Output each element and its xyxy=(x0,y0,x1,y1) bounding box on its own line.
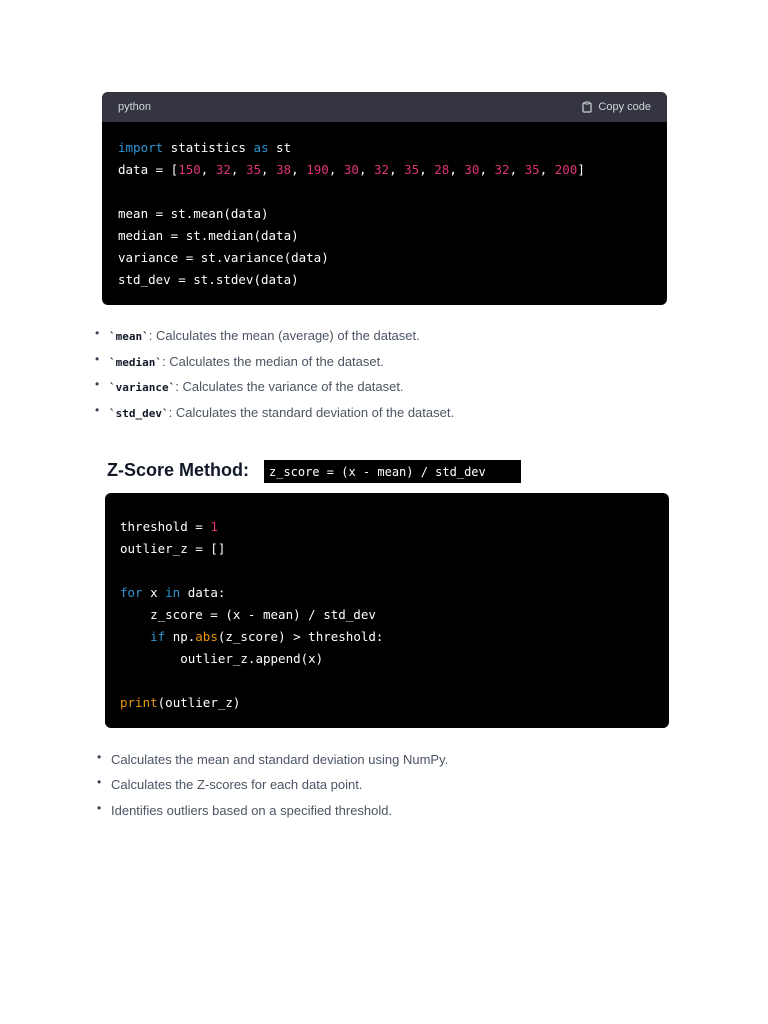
code-token: , xyxy=(539,162,555,177)
code-token: , xyxy=(479,162,495,177)
list-item-text: : Calculates the variance of the dataset. xyxy=(175,379,404,394)
list-item xyxy=(97,775,363,792)
code-token xyxy=(120,629,150,644)
code-token: import xyxy=(118,140,164,155)
code-token: , xyxy=(358,162,374,177)
list-item-text: Calculates the mean and standard deviation using NumPy. xyxy=(111,752,449,767)
code-line xyxy=(120,538,654,560)
code-token: , xyxy=(261,162,277,177)
code-token: 28 xyxy=(434,162,450,177)
code-block-header xyxy=(102,92,667,122)
bullet-marker: • xyxy=(97,775,102,789)
code-line xyxy=(120,604,654,626)
code-token: 32 xyxy=(374,162,390,177)
code-token: , xyxy=(509,162,525,177)
code-token: 200 xyxy=(554,162,578,177)
code-line xyxy=(120,582,654,604)
code-line xyxy=(120,626,654,648)
code-token: 32 xyxy=(215,162,231,177)
code-token: abs xyxy=(195,629,218,644)
code-token: , xyxy=(419,162,435,177)
code-token: data: xyxy=(180,585,226,600)
code-token: 30 xyxy=(464,162,480,177)
code-token: outlier_z.append(x) xyxy=(120,651,324,666)
code-token: print xyxy=(120,695,158,710)
code-token: x xyxy=(142,585,166,600)
code-token: if xyxy=(150,629,166,644)
code-line xyxy=(118,159,651,181)
code-token: statistics xyxy=(163,140,254,155)
code-token: in xyxy=(165,585,181,600)
code-line xyxy=(120,670,654,692)
code-token: outlier_z = [] xyxy=(120,541,226,556)
inline-code: `variance` xyxy=(109,381,176,394)
inline-code: `mean` xyxy=(109,330,149,343)
code-token: , xyxy=(200,162,216,177)
list-item-text: Calculates the Z-scores for each data point. xyxy=(111,777,363,792)
code-token: ] xyxy=(577,162,585,177)
list-item xyxy=(95,377,404,394)
code-token: z_score = (x - mean) / std_dev xyxy=(120,607,376,622)
code-token: 1 xyxy=(210,519,218,534)
bullet-marker: • xyxy=(97,801,102,815)
code-token: 190 xyxy=(306,162,329,177)
code-token: threshold = xyxy=(120,519,211,534)
code-token: 150 xyxy=(178,162,201,177)
code-line xyxy=(118,137,651,159)
list-item xyxy=(95,403,455,420)
code-token: 35 xyxy=(245,162,262,177)
list-item xyxy=(95,326,420,343)
code-token: 30 xyxy=(343,162,359,177)
code-token: (z_score) > threshold: xyxy=(217,629,384,644)
code-language-label: python xyxy=(118,101,152,113)
code-token: , xyxy=(291,162,307,177)
code-content xyxy=(105,493,669,714)
code-block-zscore xyxy=(105,493,669,728)
copy-code-label: Copy code xyxy=(598,101,651,113)
bullet-marker: • xyxy=(95,377,100,391)
code-line xyxy=(120,648,654,670)
code-token: 38 xyxy=(276,162,292,177)
list-item-text: : Calculates the standard deviation of the dataset. xyxy=(168,405,455,420)
list-item xyxy=(97,801,393,818)
inline-code: `median` xyxy=(109,356,162,369)
code-token: 35 xyxy=(404,162,420,177)
bullet-marker: • xyxy=(95,326,100,340)
code-token: , xyxy=(449,162,465,177)
code-line xyxy=(118,269,651,291)
code-token: (outlier_z) xyxy=(157,695,241,710)
bullet-marker: • xyxy=(97,750,102,764)
code-token: np. xyxy=(165,629,196,644)
code-token: , xyxy=(328,162,344,177)
code-line xyxy=(118,203,651,225)
code-token: as xyxy=(253,140,269,155)
bullet-marker: • xyxy=(95,403,100,417)
code-line xyxy=(120,692,654,714)
section-heading: Z-Score Method: xyxy=(107,460,249,480)
code-block-statistics xyxy=(102,92,667,305)
copy-code-button[interactable] xyxy=(581,101,651,113)
list-item xyxy=(95,352,384,369)
code-line xyxy=(120,516,654,538)
code-token: variance = st.variance(data) xyxy=(118,250,329,265)
code-token: mean = st.mean(data) xyxy=(118,206,269,221)
inline-code: `std_dev` xyxy=(109,407,169,420)
code-token: 32 xyxy=(494,162,510,177)
list-item xyxy=(97,750,449,767)
clipboard-icon xyxy=(581,101,593,113)
code-token: median = st.median(data) xyxy=(118,228,299,243)
code-line xyxy=(118,181,651,203)
list-item-text: Identifies outliers based on a specified threshold. xyxy=(111,803,393,818)
code-token: , xyxy=(389,162,405,177)
bullet-marker: • xyxy=(95,352,100,366)
code-token: 35 xyxy=(524,162,540,177)
code-token: st xyxy=(268,140,292,155)
code-token: std_dev = st.stdev(data) xyxy=(118,272,299,287)
code-token: , xyxy=(230,162,246,177)
list-item-text: : Calculates the mean (average) of the dataset. xyxy=(148,328,420,343)
list-item-text: : Calculates the median of the dataset. xyxy=(161,354,384,369)
code-token: for xyxy=(120,585,143,600)
code-line xyxy=(118,247,651,269)
code-line xyxy=(118,225,651,247)
code-token: data = [ xyxy=(118,162,179,177)
code-content xyxy=(102,122,667,291)
inline-code-formula: z_score = (x - mean) / std_dev xyxy=(264,460,521,483)
code-line xyxy=(120,560,654,582)
